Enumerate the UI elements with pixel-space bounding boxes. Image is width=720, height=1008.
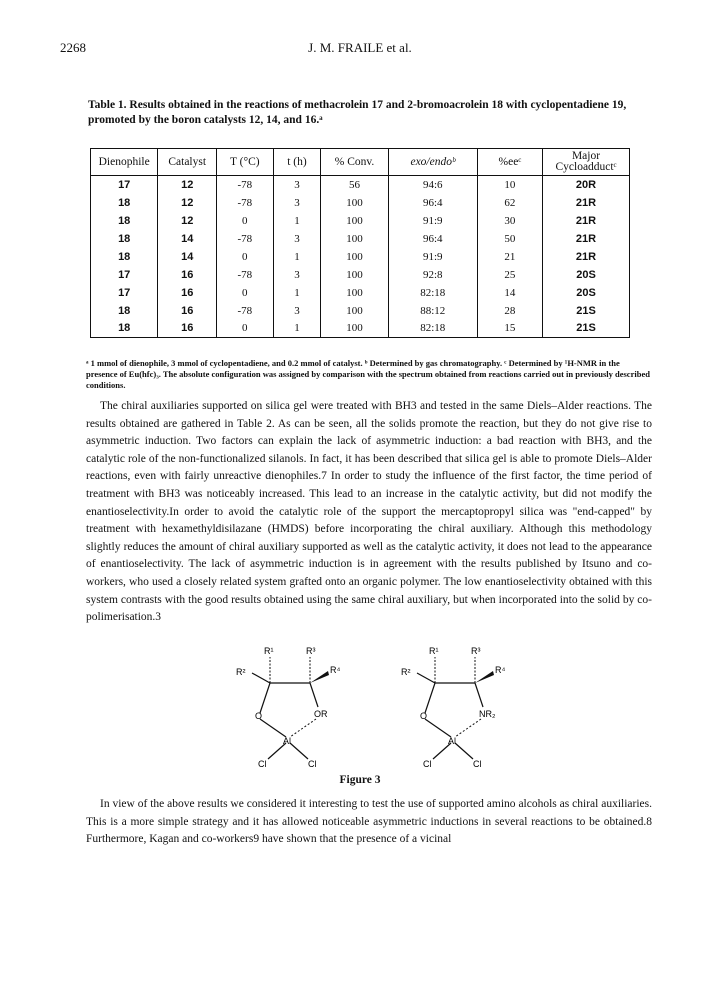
cell-dienophile: 18 bbox=[91, 212, 158, 230]
right-r4-label: R⁴ bbox=[495, 665, 506, 675]
cell-catalyst: 12 bbox=[158, 212, 217, 230]
cell-time: 1 bbox=[273, 248, 321, 266]
cell-exo-endo: 88:12 bbox=[388, 302, 477, 320]
results-table bbox=[90, 148, 630, 338]
chemical-structures-svg bbox=[220, 643, 520, 773]
cell-ee: 25 bbox=[477, 266, 542, 284]
cell-exo-endo: 96:4 bbox=[388, 194, 477, 212]
cell-time: 3 bbox=[273, 176, 321, 194]
left-r4-label: R⁴ bbox=[330, 665, 341, 675]
cell-conv: 100 bbox=[321, 284, 388, 302]
left-al-label: Al bbox=[283, 736, 292, 746]
cell-temp: 0 bbox=[217, 320, 274, 338]
cell-catalyst: 12 bbox=[158, 176, 217, 194]
table-row bbox=[91, 194, 630, 212]
left-structure bbox=[236, 646, 340, 769]
table-row bbox=[91, 320, 630, 338]
cell-exo-endo: 92:8 bbox=[388, 266, 477, 284]
col-header-exo-endo: exo/endoᵇ bbox=[388, 149, 477, 176]
right-nr2-label: NR₂ bbox=[479, 709, 496, 719]
col-header-temperature: T (°C) bbox=[217, 149, 274, 176]
paragraph-text: In view of the above results we considered it interesting to test the use of supported amino alcohols as chiral auxiliaries. This is a more simple strategy and it has allowed noticeable asymmetric inductions in several reactions to be obtained.8 Furthermore, Kagan and co-workers9 have shown that the presence of a vicinal bbox=[86, 798, 652, 846]
cell-time: 3 bbox=[273, 266, 321, 284]
major-header-line2: Cycloadductᶜ bbox=[555, 161, 617, 173]
left-r2-label: R² bbox=[236, 667, 246, 677]
cell-catalyst: 16 bbox=[158, 284, 217, 302]
cell-major: 20S bbox=[543, 266, 630, 284]
cell-time: 3 bbox=[273, 302, 321, 320]
cell-catalyst: 14 bbox=[158, 248, 217, 266]
cell-temp: -78 bbox=[217, 176, 274, 194]
running-title: J. M. FRAILE et al. bbox=[308, 40, 412, 55]
cell-time: 1 bbox=[273, 284, 321, 302]
cell-major: 21R bbox=[543, 194, 630, 212]
cell-temp: 0 bbox=[217, 284, 274, 302]
cell-major: 21R bbox=[543, 248, 630, 266]
cell-ee: 10 bbox=[477, 176, 542, 194]
cell-major: 20R bbox=[543, 176, 630, 194]
cell-ee: 50 bbox=[477, 230, 542, 248]
cell-temp: 0 bbox=[217, 248, 274, 266]
cell-dienophile: 17 bbox=[91, 266, 158, 284]
left-r1-label: R¹ bbox=[264, 646, 274, 656]
table-row bbox=[91, 212, 630, 230]
cell-conv: 100 bbox=[321, 248, 388, 266]
major-header-line1: Major bbox=[571, 150, 601, 162]
cell-dienophile: 17 bbox=[91, 176, 158, 194]
table-row bbox=[91, 248, 630, 266]
right-al-label: Al bbox=[448, 736, 457, 746]
cell-exo-endo: 91:9 bbox=[388, 212, 477, 230]
cell-exo-endo: 82:18 bbox=[388, 320, 477, 338]
cell-dienophile: 18 bbox=[91, 248, 158, 266]
left-r3-label: R³ bbox=[306, 646, 316, 656]
cell-major: 21R bbox=[543, 212, 630, 230]
cell-temp: 0 bbox=[217, 212, 274, 230]
cell-dienophile: 18 bbox=[91, 302, 158, 320]
cell-catalyst: 12 bbox=[158, 194, 217, 212]
figure-3-structures bbox=[220, 643, 520, 773]
col-header-dienophile: Dienophile bbox=[91, 149, 158, 176]
cell-conv: 100 bbox=[321, 212, 388, 230]
paragraph-text: The chiral auxiliaries supported on silica gel were treated with BH3 and tested in the same Diels–Alder reactions. The results obtained are gathered in Table 2. As can be seen, all the solids promote the reaction, but they do not give rise to asymmetric induction. Two factors can explain the lack of asymmetric induction: a bad reaction with BH3, and the catalytic role of the non-functionalized silanols. In fact, it has been described that silica gel is able to promote Diels–Alder reactions, even with fairly unreactive dienophiles.7 In order to study the influence of the first factor, the time period of treatment with BH3 was noticeably increased. This lead to an increase in the catalytic activity, but did not modify the enantioselectivity.In order to avoid the catalytic role of the support the mercaptopropyl silica was "end-capped" by treatment with hexamethyldisilazane (HMDS) before incorporating the chiral auxiliary. Although this methodology slightly reduces the amount of chiral auxiliary supported as well as the catalytic activity, it does not lead to the appearance of enantioselectivity. The lack of asymmetric induction is in agreement with the results published by Itsuno and co-workers, who used a closely related system grafted onto an organic polymer. The low enantioselectivity obtained with this system contrasts with the good results obtained using the same chiral auxiliary, but when incorporated into the solid by co-polimerisation.3 bbox=[86, 400, 652, 624]
cell-dienophile: 18 bbox=[91, 230, 158, 248]
table-body bbox=[91, 176, 630, 338]
cell-exo-endo: 91:9 bbox=[388, 248, 477, 266]
left-cl2-label: Cl bbox=[308, 759, 317, 769]
figure-caption: Figure 3 bbox=[339, 774, 381, 786]
right-cl2-label: Cl bbox=[473, 759, 482, 769]
cell-conv: 100 bbox=[321, 266, 388, 284]
right-r1-label: R¹ bbox=[429, 646, 439, 656]
cell-exo-endo: 82:18 bbox=[388, 284, 477, 302]
cell-major: 21S bbox=[543, 302, 630, 320]
table-row bbox=[91, 176, 630, 194]
cell-ee: 30 bbox=[477, 212, 542, 230]
table-row bbox=[91, 230, 630, 248]
right-cl1-label: Cl bbox=[423, 759, 432, 769]
cell-exo-endo: 96:4 bbox=[388, 230, 477, 248]
page-header bbox=[60, 40, 660, 60]
cell-dienophile: 18 bbox=[91, 194, 158, 212]
cell-ee: 15 bbox=[477, 320, 542, 338]
cell-major: 21R bbox=[543, 230, 630, 248]
cell-conv: 56 bbox=[321, 176, 388, 194]
cell-ee: 14 bbox=[477, 284, 542, 302]
cell-conv: 100 bbox=[321, 194, 388, 212]
cell-time: 1 bbox=[273, 320, 321, 338]
cell-major: 21S bbox=[543, 320, 630, 338]
right-o-label: O bbox=[420, 711, 428, 721]
cell-conv: 100 bbox=[321, 230, 388, 248]
right-r2-label: R² bbox=[401, 667, 411, 677]
left-o-label: O bbox=[255, 711, 263, 721]
cell-time: 1 bbox=[273, 212, 321, 230]
cell-conv: 100 bbox=[321, 302, 388, 320]
cell-major: 20S bbox=[543, 284, 630, 302]
cell-ee: 62 bbox=[477, 194, 542, 212]
cell-temp: -78 bbox=[217, 194, 274, 212]
cell-dienophile: 17 bbox=[91, 284, 158, 302]
cell-temp: -78 bbox=[217, 266, 274, 284]
cell-catalyst: 16 bbox=[158, 320, 217, 338]
col-header-conversion: % Conv. bbox=[321, 149, 388, 176]
table-row bbox=[91, 302, 630, 320]
table-footnote: ᵃ 1 mmol of dienophile, 3 mmol of cyclopentadiene, and 0.2 mmol of catalyst. ᵇ Determined by gas chromatography. ᶜ Determined by ¹H-NMR in the presence of Eu(hfc)₃. The absolute configuration was assigned by comparison with the spectrum obtained from reactions carried out in previously described conditions. bbox=[86, 358, 650, 390]
body-paragraph-1 bbox=[86, 398, 652, 627]
col-header-time: t (h) bbox=[273, 149, 321, 176]
cell-catalyst: 14 bbox=[158, 230, 217, 248]
right-r3-label: R³ bbox=[471, 646, 481, 656]
table-row bbox=[91, 266, 630, 284]
table-row bbox=[91, 284, 630, 302]
cell-exo-endo: 94:6 bbox=[388, 176, 477, 194]
table-header-row bbox=[91, 149, 630, 176]
col-header-major-cycloadduct bbox=[543, 149, 630, 176]
col-header-ee: %eeᶜ bbox=[477, 149, 542, 176]
cell-ee: 21 bbox=[477, 248, 542, 266]
cell-time: 3 bbox=[273, 230, 321, 248]
cell-dienophile: 18 bbox=[91, 320, 158, 338]
cell-catalyst: 16 bbox=[158, 302, 217, 320]
col-header-catalyst: Catalyst bbox=[158, 149, 217, 176]
left-or-label: OR bbox=[314, 709, 328, 719]
table-caption: Table 1. Results obtained in the reactions of methacrolein 17 and 2-bromoacrolein 18 with cyclopentadiene 19, promoted by the boron catalysts 12, 14, and 16.ᵃ bbox=[88, 99, 627, 126]
cell-temp: -78 bbox=[217, 302, 274, 320]
cell-temp: -78 bbox=[217, 230, 274, 248]
right-structure bbox=[401, 646, 505, 769]
cell-time: 3 bbox=[273, 194, 321, 212]
left-cl1-label: Cl bbox=[258, 759, 267, 769]
cell-ee: 28 bbox=[477, 302, 542, 320]
page-number: 2268 bbox=[60, 40, 86, 55]
body-paragraph-2 bbox=[86, 796, 652, 849]
cell-catalyst: 16 bbox=[158, 266, 217, 284]
cell-conv: 100 bbox=[321, 320, 388, 338]
